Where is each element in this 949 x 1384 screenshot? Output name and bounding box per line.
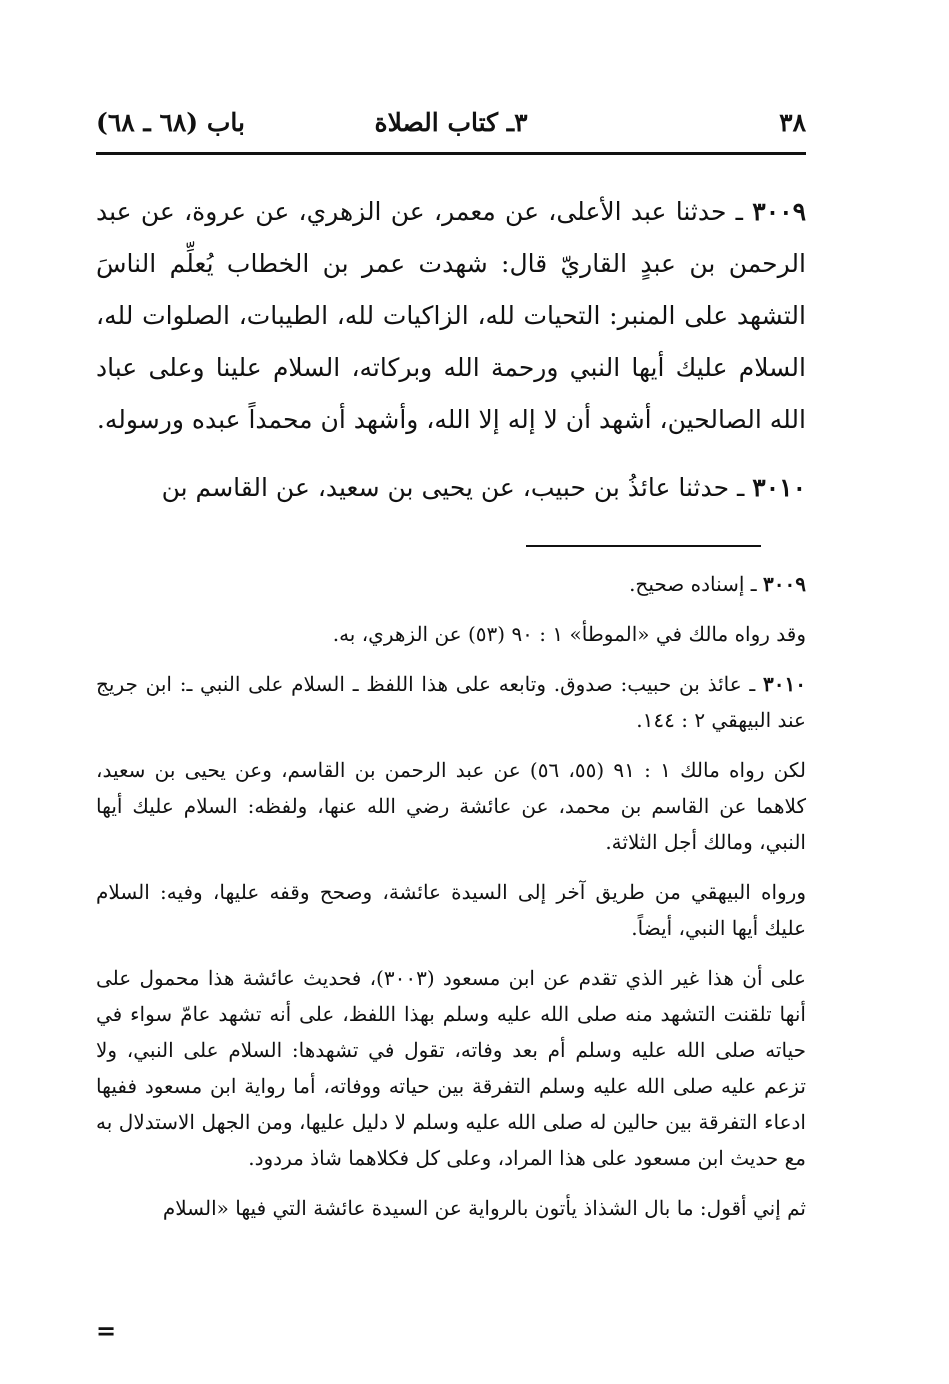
hadith-number: ٣٠٠٩ bbox=[752, 197, 806, 226]
footnote-text: ورواه البيهقي من طريق آخر إلى السيدة عائشة، وصحح وقفه عليها، وفيه: السلام عليك أيها النبي، أيضاً. bbox=[96, 880, 806, 940]
footnote-number: ٣٠٠٩ bbox=[763, 572, 806, 596]
footnote-text: ـ عائذ بن حبيب: صدوق. وتابعه على هذا اللفظ ـ السلام على النبي ـ: ابن جريج عند البيهقي ٢ : ١٤٤. bbox=[96, 672, 806, 732]
continuation-mark: = bbox=[96, 1316, 117, 1345]
hadith-paragraph bbox=[96, 186, 806, 446]
footnote-paragraph bbox=[96, 666, 806, 738]
page-number: ٣٨ bbox=[779, 108, 806, 137]
footnotes bbox=[96, 566, 806, 1226]
footnote-paragraph bbox=[96, 752, 806, 860]
footnote-text: على أن هذا غير الذي تقدم عن ابن مسعود (٣٠٠٣)، فحديث عائشة هذا محمول على أنها تلقنت التشهد منه صلى الله عليه وسلم بهذا اللفظ، على أنه تشهد عامّ سواء في حياته صلى الله عليه وسلم أم بعد وفاته، تقول في تشهدها: السلام على النبي، ولا تزعم عليه صلى الله عليه وسلم التفرقة بين حياته ووفاته، أما رواية ابن مسعود ففيها ادعاء التفرقة بين حالين له صلى الله عليه وسلم لا دليل عليها، ومن الجهل الاستدلال به مع حديث ابن مسعود على هذا المراد، وعلى كل فكلاهما شاذ مردود. bbox=[96, 966, 806, 1170]
hadith-text bbox=[96, 186, 806, 514]
footnote-number: ٣٠١٠ bbox=[763, 672, 806, 696]
footnote-paragraph bbox=[96, 874, 806, 946]
hadith-body: ـ حدثنا عائذُ بن حبيب، عن يحيى بن سعيد، عن القاسم بن bbox=[161, 473, 745, 502]
footnote-paragraph bbox=[96, 566, 806, 602]
hadith-number: ٣٠١٠ bbox=[752, 473, 806, 502]
header-divider bbox=[96, 152, 806, 155]
footnote-text: ثم إني أقول: ما بال الشذاذ يأتون بالرواية عن السيدة عائشة التي فيها «السلام bbox=[162, 1196, 806, 1220]
footnote-paragraph bbox=[96, 1190, 806, 1226]
footnote-text: وقد رواه مالك في «الموطأ» ١ : ٩٠ (٥٣) عن الزهري، به. bbox=[332, 622, 806, 646]
hadith-paragraph bbox=[96, 462, 806, 514]
footnote-paragraph bbox=[96, 616, 806, 652]
footnote-paragraph bbox=[96, 960, 806, 1176]
footnote-text: لكن رواه مالك ١ : ٩١ (٥٥، ٥٦) عن عبد الرحمن بن القاسم، وعن يحيى بن سعيد، كلاهما عن القاسم بن محمد، عن عائشة رضي الله عنها، ولفظه: السلام عليك أيها النبي، ومالك أجل الثلاثة. bbox=[96, 758, 807, 854]
chapter-title: باب (٦٨ ـ ٦٨) bbox=[96, 108, 245, 137]
page-header bbox=[96, 108, 806, 148]
book-title: ٣ـ كتاب الصلاة bbox=[374, 108, 528, 137]
footnote-text: ـ إسناده صحيح. bbox=[629, 572, 757, 596]
footnote-divider bbox=[526, 545, 761, 547]
hadith-body: ـ حدثنا عبد الأعلى، عن معمر، عن الزهري، عن عروة، عن عبد الرحمن بن عبدٍ القاريّ قال: شهدت عمر بن الخطاب يُعلِّم الناسَ التشهد على المنبر: التحيات لله، الزاكيات لله، الطيبات، الصلوات لله، السلام عليك أيها النبي ورحمة الله وبركاته، السلام علينا وعلى عباد الله الصالحين، أشهد أن لا إله إلا الله، وأشهد أن محمداً عبده ورسوله. bbox=[96, 197, 806, 434]
